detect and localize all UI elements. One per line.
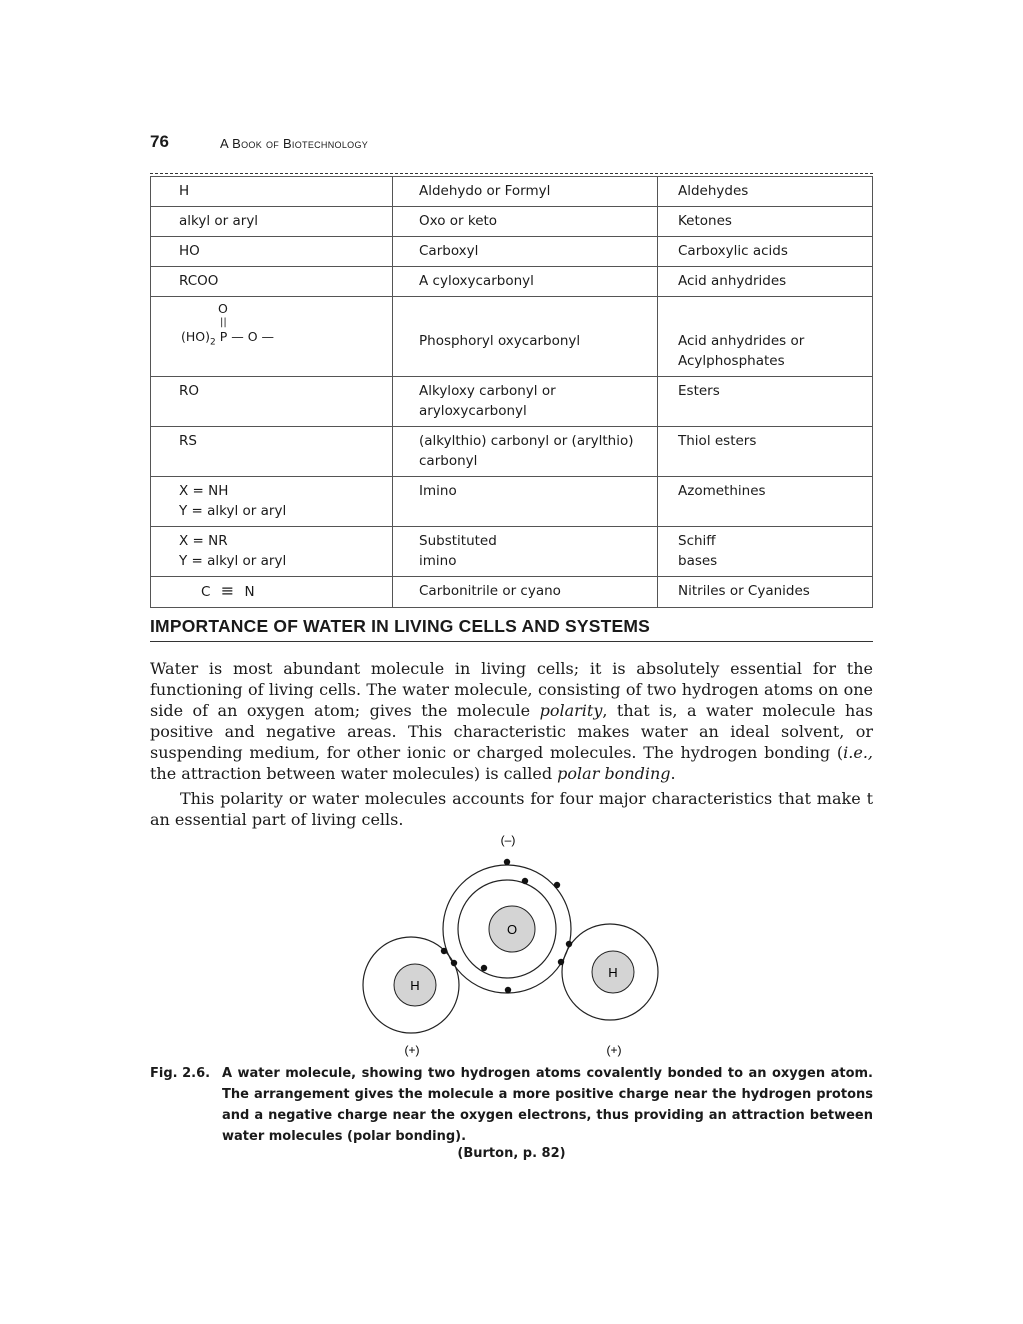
table-row [151, 267, 873, 297]
group-cell: RCOO [151, 267, 393, 297]
triple-bond-mark: ≡ [220, 581, 235, 600]
double-bond-mark: || [220, 317, 227, 328]
table-row [151, 237, 873, 267]
table-row [151, 177, 873, 207]
table-row [151, 477, 873, 527]
name-cell: A cyloxycarbonyl [393, 267, 658, 297]
class-cell: Carboxylic acids [658, 237, 873, 267]
table-row [151, 377, 873, 427]
formula-subscript: 2 [210, 337, 216, 348]
group-cell [151, 297, 393, 377]
text-run: the attraction between water molecules) is called [150, 764, 558, 783]
name-cell: Imino [393, 477, 658, 527]
class-cell: Azomethines [658, 477, 873, 527]
paragraph-characteristics: This polarity or water molecules accounts for four major characteristics that make t an essential part of living cells. [150, 789, 873, 829]
section-heading: IMPORTANCE OF WATER IN LIVING CELLS AND SYSTEMS [150, 616, 873, 642]
class-cell: Aldehydes [658, 177, 873, 207]
hydrogen-right-label: H [608, 965, 618, 980]
class-cell: Esters [658, 377, 873, 427]
water-molecule-diagram [352, 830, 672, 1062]
electron [504, 859, 510, 865]
figure-label: Fig. 2.6. [150, 1066, 211, 1081]
group-cell: H [151, 177, 393, 207]
group-cell: RS [151, 427, 393, 477]
header-dashed-rule [150, 173, 873, 174]
electron [441, 948, 447, 954]
paragraph-water-polarity [150, 658, 873, 784]
negative-charge-label: (–) [500, 833, 516, 847]
name-cell: (alkylthio) carbonyl or (arylthio) carbonyl [393, 427, 658, 477]
name-cell: Oxo or keto [393, 207, 658, 237]
table-row [151, 207, 873, 237]
class-cell: Schiff bases [658, 527, 873, 577]
class-cell: Thiol esters [658, 427, 873, 477]
formula-prefix: (HO) [181, 329, 210, 344]
text-run: . [670, 764, 676, 783]
name-cell: Carbonitrile or cyano [393, 577, 658, 608]
table-row [151, 427, 873, 477]
formula-rest: P — O — [215, 329, 275, 344]
electron [554, 882, 560, 888]
functional-groups-table [150, 176, 873, 608]
electron [566, 941, 572, 947]
italic-term: i.e., [843, 743, 873, 762]
text-run: Water is most abundant molecule in living cells; it is absolutely essential for the functioning of living cells. The water molecule, consisting of two hydrogen atoms on one side of an oxygen atom; gives the molecule [150, 659, 873, 720]
page-header [150, 132, 873, 154]
electron [558, 959, 564, 965]
electron [505, 987, 511, 993]
nitrile-carbon: C [201, 584, 211, 600]
class-cell: Nitriles or Cyanides [658, 577, 873, 608]
electron [451, 960, 457, 966]
table-row [151, 527, 873, 577]
hydrogen-left-label: H [410, 978, 420, 993]
figure-caption-text: A water molecule, showing two hydrogen atoms covalently bonded to an oxygen atom. The arrangement gives the molecule a more positive charge near the hydrogen protons and a negative charge near the oxygen electrons, thus providing an attraction between water molecules (polar bonding). [222, 1066, 873, 1144]
positive-charge-right: (+) [606, 1043, 622, 1057]
positive-charge-left: (+) [404, 1043, 420, 1057]
class-cell: Acid anhydrides or Acylphosphates [658, 297, 873, 377]
text-run: , that is, a water molecule has positive and negative areas. This characteristic makes water an ideal solvent, or suspending medium, for other ionic or charged molecules. The hydrogen bonding ( [150, 701, 873, 762]
group-cell: X = NR Y = alkyl or aryl [151, 527, 393, 577]
electron [481, 965, 487, 971]
nitrile-nitrogen: N [244, 584, 255, 600]
figure-source: (Burton, p. 82) [457, 1146, 566, 1161]
name-cell: Alkyloxy carbonyl or aryloxycarbonyl [393, 377, 658, 427]
running-title: A Book of Biotechnology [220, 136, 369, 151]
group-cell: alkyl or aryl [151, 207, 393, 237]
name-cell: Phosphoryl oxycarbonyl [393, 297, 658, 377]
name-cell: Carboxyl [393, 237, 658, 267]
water-molecule-svg [352, 830, 672, 1062]
oxygen-label: O [506, 922, 518, 937]
name-cell: Aldehydo or Formyl [393, 177, 658, 207]
formula-main [181, 327, 274, 353]
name-cell: Substituted imino [393, 527, 658, 577]
group-cell: X = NH Y = alkyl or aryl [151, 477, 393, 527]
italic-term: polar bonding [557, 764, 671, 783]
group-cell [151, 577, 393, 608]
class-cell: Ketones [658, 207, 873, 237]
formula-oxygen: O [218, 301, 228, 316]
group-cell: HO [151, 237, 393, 267]
italic-term: polarity [539, 701, 603, 720]
electron [522, 878, 528, 884]
figure-caption [150, 1063, 873, 1147]
class-cell: Acid anhydrides [658, 267, 873, 297]
phosphoryl-formula [179, 301, 384, 353]
page-number: 76 [150, 132, 169, 151]
group-cell: RO [151, 377, 393, 427]
table-row [151, 297, 873, 377]
table-row [151, 577, 873, 608]
